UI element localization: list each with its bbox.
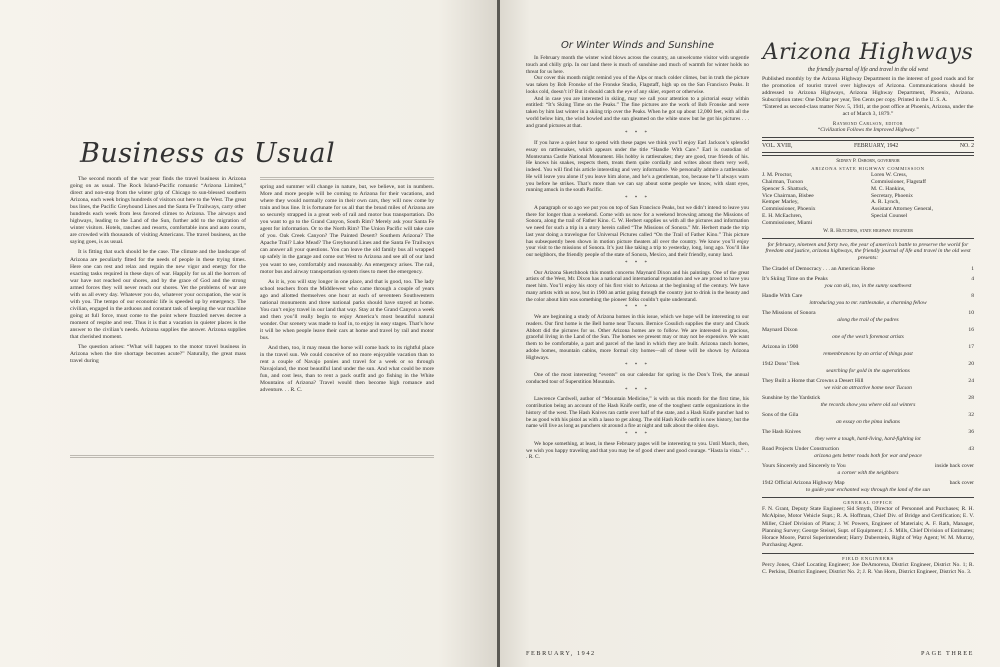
contents-item-page: 16: [968, 327, 974, 334]
contents-item-title: 1942 Dons’ Trek: [762, 361, 800, 368]
masthead-rule: [762, 137, 974, 141]
paragraph: A paragraph or so ago we put you on top of San Francisco Peaks, but we didn’t intend to leave you there for longer than a weekend. Come with us now for a weekend browsing among the Missions of Sonora, along the trail of Father Kino. C. W. Herbert supplies us with all the pictures and information we need for such a trip in a story herein called “The Missions of Sonora.” Mr. Herbert made the trip last year doing a travelogue for Universal Pictures called “On the Trail of Father Kino.” This picture has subsequently been shown in motion picture theaters all over the country. We know you’ll enjoy your visit to the missions of Sonora. It’s just like taking a trip to yesterday, long, long ago. You’ll like our neighbors, the friendly people of the state of Sonora, Mexico, and their friendly, sunny land.: [526, 204, 749, 258]
governor-line: Sidney P. Osborn, governor: [836, 158, 900, 165]
issue-date: FEBRUARY, 1942: [853, 143, 899, 150]
editorial-title: Or Winter Winds and Sunshine: [560, 40, 715, 51]
contents-item-title: They Built a Home that Crowns a Desert Hill: [762, 378, 864, 385]
general-office-text: F. N. Grant, Deputy State Engineer; Sid Smyth, Director of Personnel and Purchases; R. H. McAlpine, Motor Vehicle Supt.; R. A. Hoffman, Chief Div. of Bridge and Certification; E. V. Miller, Chief Division of Plans; J. W. Powers, Engineer of Materials; A. F. Rath, Manager, Planning Survey; George Steisel, Supt. of Equipment; J. S. Mills, Chief Division of Estimates; Horace Moore, Patrol Superintendent; Harry Duberstein, Right of Way Agent; W. M. Murray, Purchasing Agent.: [762, 506, 974, 548]
staff-entry: M. C. Hankins,: [871, 185, 906, 192]
contents-item: [762, 266, 974, 273]
staff-entry: Kemper Marley,: [762, 199, 799, 206]
staff-entry: A. R. Lynch,: [871, 199, 900, 206]
staff-entry: Assistant Attorney General,: [871, 206, 933, 213]
contents-item-title: 1942 Official Arizona Highway Map: [762, 480, 845, 487]
contents-item-title: Sons of the Gila: [762, 412, 799, 419]
contents-item-title: Yours Sincerely and Sincerely to You: [762, 463, 846, 470]
left-rule-bottom: [70, 454, 434, 458]
contents-item-title: Arizona in 1900: [762, 344, 799, 351]
folio-date: FEBRUARY, 1942: [526, 650, 596, 657]
staff-entry: Special Counsel: [871, 213, 908, 220]
contents-item-page: 4: [971, 276, 974, 283]
contents-item-page: 43: [968, 446, 974, 453]
contents-item-subtitle: a corner with the neighbors: [837, 470, 899, 477]
editorial-column: [526, 40, 749, 461]
contents-item-subtitle: arizona gets better roads both for war and peace: [814, 453, 922, 460]
contents-item-page: 32: [968, 412, 974, 419]
folio-page: PAGE THREE: [921, 650, 974, 657]
editorial-text: [526, 55, 749, 461]
contents-item-title: The Citadel of Democracy . . . an American Home: [762, 266, 875, 273]
contents-item-title: Handle With Care: [762, 293, 803, 300]
paragraph: Our cover this month might remind you of the Alps or much colder climes, but in truth the picture was taken by Bob Fronske of the Fronske Studio, Flagstaff, high up on the San Francisco Peaks. It looks cold, doesn’t it? But it should catch the eye of any skier, expert or otherwise.: [526, 75, 749, 95]
general-office-heading: GENERAL OFFICE: [843, 500, 893, 506]
staff-entry: Spencer S. Shattuck,: [762, 185, 809, 192]
paragraph: One of the most interesting “events” on our calendar for spring is the Don’s Trek, the annual conducted tour of Superstition Mountain.: [526, 372, 749, 385]
contents-item-subtitle: remembrances by an artist of things past: [823, 351, 913, 358]
paragraph: As it is, you will stay longer in one place, and that is good, too. The lady school teachers from the Middlewest who came through a couple of years ago and allotted themselves one hour at each of seventeen Southwestern national monuments and three national parks should have stayed at home. You can’t enjoy travel in our land that way. Stay at the Grand Canyon a week and then you’ll really begin to enjoy America’s most beautiful natural wonder. Our scenery was made to loaf in, to enjoy in easy stages. That’s how it will be when people leave their cars at home and travel by rail and motor bus.: [260, 278, 434, 341]
contents-item-page: 36: [968, 429, 974, 436]
entered-notice: “Entered as second-class matter Nov. 5, 1941, at the post office at Phoenix, Arizona, under the act of March 3, 1879.”: [762, 104, 974, 118]
publish-notice: Published monthly by the Arizona Highway Department in the interest of good roads and for the promotion of tourist travel over highways of Arizona. Communications should be addressed to Arizona Highways, Arizona Highway Department, Phoenix, Arizona. Subscription rates: One Dollar per year, Ten Cents per copy. Printed in the U. S. A.: [762, 76, 974, 104]
separator-stars: * * *: [625, 363, 650, 369]
paragraph: It is fitting that such should be the case. The climate and the landscape of Arizona are peculiarly fitted for the needs of people in these trying times. Here one can rest and relax and regain the new vigor and energy for the exacting tasks required in these days of war. Happily for us all the horrors of war have not reached our shores, and by the grace of God and the strong armed forces they will never reach our shores. Yet the problems of war are with us all every day. Whatever you do, whatever your occupation, the war is with you. The tempo of our economic life is speeded up by emergency. The civilian, engaged in the arduous and constant task of keeping the war machine going at full force, must come to the point where frazzled nerves decree a moment of respite and rest. Thus it is that a vacation in quieter places is the answer to the civilian’s needs. Arizona supplies the answer. Arizona supplies that cherished moment.: [70, 249, 246, 341]
paragraph: In February month the winter wind blows across the country, an unwelcome visitor with ungentle touch and chilly grip. In our land there is much of sunshine and much of warmth for winter holds no threat for us here.: [526, 55, 749, 75]
staff-entry: Vice Chairman, Bisbee: [762, 192, 814, 199]
contents-item-page: 8: [971, 293, 974, 300]
masthead-rule: [762, 152, 974, 156]
paragraph: Our Arizona Sketchbook this month concerns Maynard Dixon and his paintings. One of the great artists of the West, Mr. Dixon has a national and international reputation and we are proud to have you meet him. You’ll enjoy his story of his first visit to Arizona at the beginning of the century. We have many artists with us now, but in 1900 an artist going through the country just to drink in the beauty and the color about him was something the pioneer folks couldn’t quite understand.: [526, 269, 749, 303]
rule: [762, 238, 974, 239]
contents-item-subtitle: we visit an attractive home near Tucson: [824, 385, 912, 392]
contents-item-subtitle: along the trail of the padres: [837, 317, 899, 324]
contents-item-page: 24: [968, 378, 974, 385]
masthead-column: [762, 40, 974, 576]
contents-item-page: 17: [968, 344, 974, 351]
left-column-1: [70, 176, 246, 365]
issue-number: NO. 2: [959, 143, 974, 150]
paragraph: The question arises: “What will happen to the motor travel business in Arizona when the tire shortage becomes acute?” Naturally, the great mass travel during: [70, 344, 246, 365]
contents-item-subtitle: searching for gold in the superstitions: [826, 368, 910, 375]
contents-item: [762, 378, 974, 385]
staff-entry: J. M. Proctor,: [762, 172, 793, 179]
contents-item-title: Road Projects Under Construction: [762, 446, 839, 453]
paragraph: Lawrence Cardwell, author of “Mountain Medicine,” is with us this month for the first time, his contribution being an account of the Hash Knife outfit, one of the toughest cattle organizations in the history of the west. The Hash Knives ran cattle over half of the state, and a Hash Knife puncher had to be as good with his pistol as with a lasso to get along. The old Hash Knife outfit is now history, but the name will live as long as punchers sit around a fire at night and talk about the olden days.: [526, 396, 749, 430]
staff-entry: [871, 220, 974, 227]
paragraph: And in case you are interested in skiing, may we call your attention to a pictorial essay within entitled: “It’s Skiing Time on the Peaks.” The fine pictures are the work of Bob Fronske and were taken by him last winter in a skiing trip over the Peaks. When he got up about 12,000 feet, with all the world below him, the wind howled and the sun gleamed on the white snow but he got his pictures . . . and grand pictures at that.: [526, 95, 749, 129]
editor-line: Raymond Carlson, editor: [832, 122, 904, 128]
paragraph: We hope something, at least, in these February pages will be interesting to you. Until March, then, we wish you happy traveling and that you may be of good cheer and good courage. “Hasta la vista.” . . . R. C.: [526, 440, 749, 461]
contents-list: [762, 266, 974, 494]
rule: [762, 553, 974, 554]
separator-stars: * * *: [625, 260, 650, 266]
rule: [762, 497, 974, 498]
staff-entry: Secretary, Phoenix: [871, 192, 913, 199]
commission-heading: ARIZONA STATE HIGHWAY COMMISSION: [811, 166, 925, 172]
left-page: [0, 0, 498, 667]
contents-item-title: The Missions of Sonora: [762, 310, 816, 317]
staff-entry: Commissioner, Flagstaff: [871, 179, 926, 186]
contents-intro: for february, nineteen and forty two, the year of america’s battle to preserve the world for freedom and justice, arizona highways, the friendly journal of life and travel in the old west presents:: [765, 241, 971, 261]
contents-item-page: 1: [971, 266, 974, 273]
business-as-usual-title: Business as Usual: [80, 138, 336, 169]
contents-item-title: Sunshine by the Yardstick: [762, 395, 821, 402]
contents-item-page: 10: [968, 310, 974, 317]
masthead-tagline: the friendly journal of life and travel in the old west: [807, 67, 929, 73]
contents-item-title: The Hash Knives: [762, 429, 801, 436]
separator-stars: * * *: [625, 387, 650, 393]
contents-item-subtitle: introducing you to mr. rattlesnake, a charming fellow: [809, 300, 927, 307]
contents-item-subtitle: you can ski, too, in the sunny southwest: [824, 283, 912, 290]
motto: “Civilization Follows the Improved Highway.”: [817, 127, 919, 134]
volume-number: VOL. XVIII,: [762, 143, 793, 150]
paragraph: We are beginning a study of Arizona homes in this issue, which we hope will be interesting to our readers. Our first home is the Bell home near Tucson. Bernice Cosulich supplies the story and Chuck Abbott did the pictures for us. Other Arizona homes are to follow. We are interested in gracious, graceful living in the Land of the Sun. The homes we present may or may not be expensive. We want them to be comfortable, a part and parcel of the land in which they are built. Arizona ranch homes, adobe homes, mountain cabins, more formal city homes—all of these will be shown by Arizona Highways.: [526, 314, 749, 361]
right-page: [500, 0, 1000, 667]
staff-entry: Commissioner, Phoenix: [762, 206, 816, 213]
commission-staff: [762, 172, 974, 226]
separator-stars: * * *: [625, 196, 650, 201]
contents-item-page: back cover: [949, 480, 974, 487]
contents-item: [762, 463, 974, 470]
paragraph: spring and summer will change in nature, but, we believe, not in numbers. More and more people will be coming to Arizona for their vacations, and where they would normally come in their own cars, they will now come by train and bus line. It is fortunate for us all that the broad miles of Arizona are so securely strapped in a great web of rail and motor bus transportation. Do you want to go to the Grand Canyon, South Rim? Merely ask your Santa Fe agent for information. Or to the North Rim? The Union Pacific will take care of you. Oak Creek Canyon? The Painted Desert? Southern Arizona? The Apache Trail? Lake Mead? The Greyhound Lines and the Santa Fe Trailways can answer all your questions. You can leave the old family bus all wrapped up safely in the garage and come out West to Arizona and see all of our land you want to see, comfortably and reasonably. An emergency arises. The rail, motor bus and airway transportation system rises to meet the emergency.: [260, 184, 434, 275]
paragraph: If you have a quiet hour to spend with these pages we think you’ll enjoy Earl Jackson’s splendid essay on rattlesnakes, which appears under the title “Handle With Care.” Earl is custodian of Montezuma Castle National Monument. His hobby is rattlesnakes; they are good, true friends of his. He knows his snakes, respects them, treats them quite cordially and writes about them very well, indeed. You will find his article interesting and very informative. We personally admire a rattlesnake. He will leave you alone if you leave him alone, and he’s a gentleman, too, because he’ll always warn you before he strikes. That’s more than we can say about some people we know, with slant eyes, running amuck in the south Pacific.: [526, 140, 749, 194]
volume-line: [762, 143, 974, 150]
contents-item-subtitle: one of the west’s foremost artists: [832, 334, 904, 341]
field-engineers-heading: FIELD ENGINEERS: [842, 555, 894, 561]
paragraph: The second month of the war year finds the travel business in Arizona going on as usual. The Rock Island-Pacific romantic “Arizona Limited,” direct and non-stop from the winter grip of Chicago to sun-blessed southern Arizona, each week brings hundreds of visitors out here to the West. The great bus lines, the Pacific Greyhound Lines and the Santa Fe Trailways, carry other hundreds each week from less favored climes to Arizona. The airways and highways, leading to the Land of the Sun, further add to the migration of winter visitors. Hotels, ranches and resorts, comfortable inns and auto courts, are crowded with thousands of visiting Americans. The travel business, as the saying goes, is as usual.: [70, 176, 246, 246]
separator-stars: * * *: [625, 131, 650, 137]
staff-entry: Loren W. Cress,: [871, 172, 908, 179]
contents-item: [762, 395, 974, 402]
left-column-2: [260, 184, 434, 394]
left-rule-top: [260, 176, 434, 180]
contents-item: [762, 412, 974, 419]
contents-item-page: inside back cover: [934, 463, 974, 470]
engineer-line: W. R. Hutchins, state highway engineer: [823, 227, 913, 234]
contents-item-page: 28: [968, 395, 974, 402]
staff-entry: Commissioner, Miami: [762, 219, 813, 226]
paragraph: And then, too, it may mean the horse will come back to its rightful place in the travel sun. We could conceive of no more enjoyable vacation than to rent a couple of Navajo ponies and travel for a week or so through Navajoland, the most beautiful land under the sun. And what could be more fun, and cost less, than to rent a pack outfit and go fishing in the White Mountains of Arizona? Travel would then become high romance and adventure. . . R. C.: [260, 345, 434, 394]
separator-stars: * * *: [625, 305, 650, 311]
contents-item-subtitle: to guide your enchanted way through the land of the sun: [805, 487, 931, 494]
field-engineers-text: Percy Jones, Chief Locating Engineer; Joe DeAmorena, District Engineer, District No. 1; R. C. Perkins, District Engineer, District No. 2; J. R. Van Horn, District Engineer, District No. 3.: [762, 561, 974, 575]
contents-item-subtitle: the records show you where old sol winters: [820, 402, 916, 409]
staff-entry: E. H. McEachren,: [762, 213, 803, 220]
contents-item-subtitle: they were a tough, hard-living, hard-fighting lot: [815, 436, 921, 443]
separator-stars: * * *: [625, 432, 650, 437]
contents-item-subtitle: an essay on the pima indians: [836, 419, 900, 426]
contents-item-title: Maynard Dixon: [762, 327, 798, 334]
contents-item: [762, 276, 974, 283]
contents-item-title: It’s Skiing Time on the Peaks: [762, 276, 828, 283]
masthead-title: Arizona Highways: [762, 40, 974, 65]
staff-entry: Chairman, Tucson: [762, 179, 804, 186]
contents-item-page: 20: [968, 361, 974, 368]
